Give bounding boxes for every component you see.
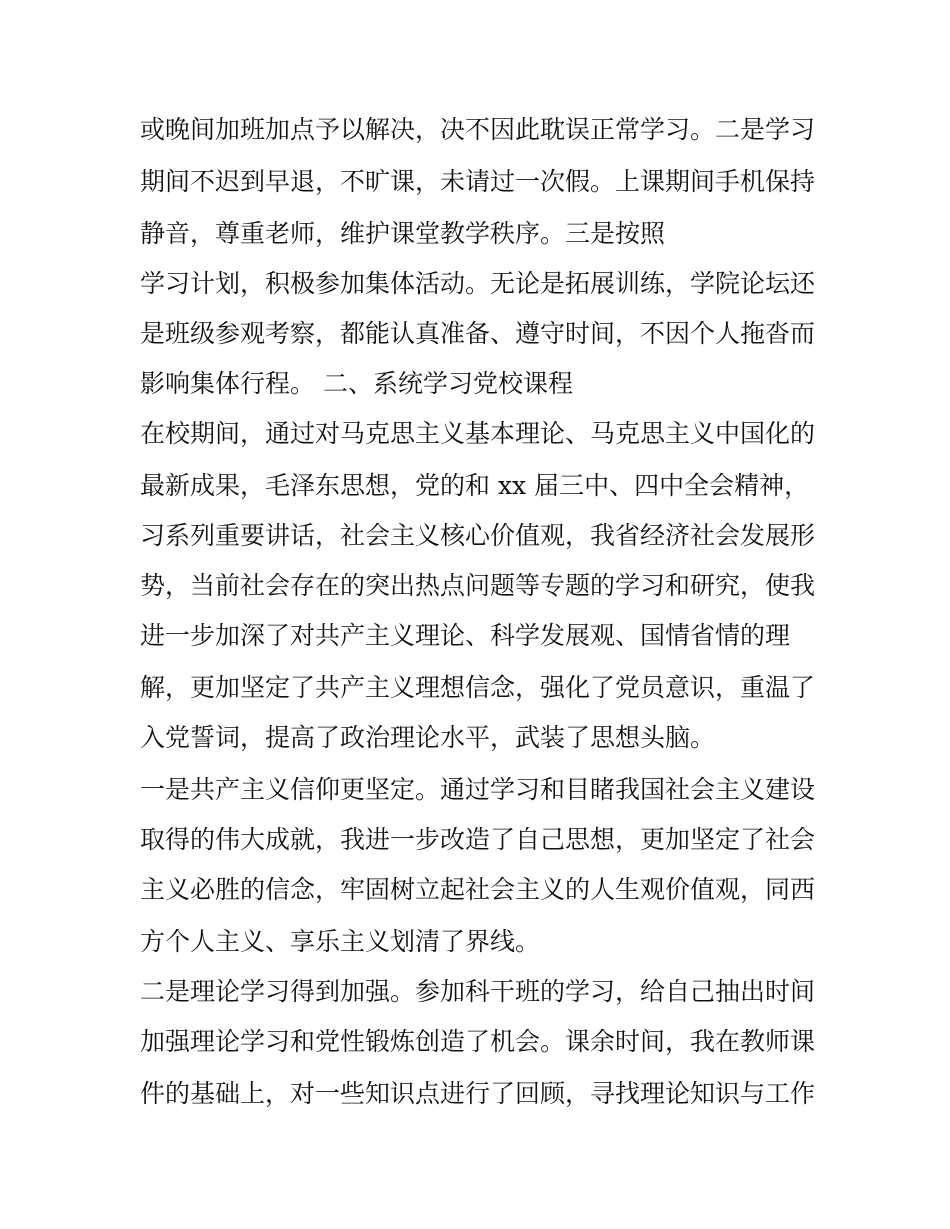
text-line: 影响集体行程。 二、系统学习党校课程 xyxy=(140,369,573,398)
text-line: 二是理论学习得到加强。参加科干班的学习，给自己抽出时间 xyxy=(140,977,816,1006)
text-line: 进一步加深了对共产主义理论、科学发展观、国情省情的理 xyxy=(140,621,791,650)
text-line: 方个人主义、享乐主义划清了界线。 xyxy=(140,927,541,956)
text-line: 习系列重要讲话，社会主义核心价值观，我省经济社会发展形 xyxy=(140,521,816,550)
text-line: 加强理论学习和党性锻炼创造了机会。课余时间，我在教师课 xyxy=(140,1027,816,1056)
text-line: 是班级参观考察，都能认真准备、遵守时间，不因个人拖沓而 xyxy=(140,319,816,348)
text-line: 解，更加坚定了共产主义理想信念，强化了党员意识，重温了 xyxy=(140,673,816,702)
text-line: 最新成果，毛泽东思想，党的和 xx 届三中、四中全会精神， xyxy=(140,471,810,500)
text-line: 静音，尊重老师，维护课堂教学秩序。三是按照 xyxy=(140,219,666,248)
text-line: 件的基础上，对一些知识点进行了回顾，寻找理论知识与工作 xyxy=(140,1079,816,1108)
text-line: 取得的伟大成就，我进一步改造了自己思想，更加坚定了社会 xyxy=(140,825,816,854)
text-line: 主义必胜的信念，牢固树立起社会主义的人生观价值观，同西 xyxy=(140,875,816,904)
text-line: 入党誓词，提高了政治理论水平，武装了思想头脑。 xyxy=(140,723,716,752)
text-line: 在校期间，通过对马克思主义基本理论、马克思主义中国化的 xyxy=(140,419,816,448)
text-line: 期间不迟到早退，不旷课，未请过一次假。上课期间手机保持 xyxy=(140,167,816,196)
text-line: 一是共产主义信仰更坚定。通过学习和目睹我国社会主义建设 xyxy=(140,775,816,804)
text-line: 势，当前社会存在的突出热点问题等专题的学习和研究，使我 xyxy=(140,571,816,600)
text-line: 学习计划，积极参加集体活动。无论是拓展训练，学院论坛还 xyxy=(140,269,816,298)
text-line: 或晚间加班加点予以解决，决不因此耽误正常学习。二是学习 xyxy=(140,115,816,144)
